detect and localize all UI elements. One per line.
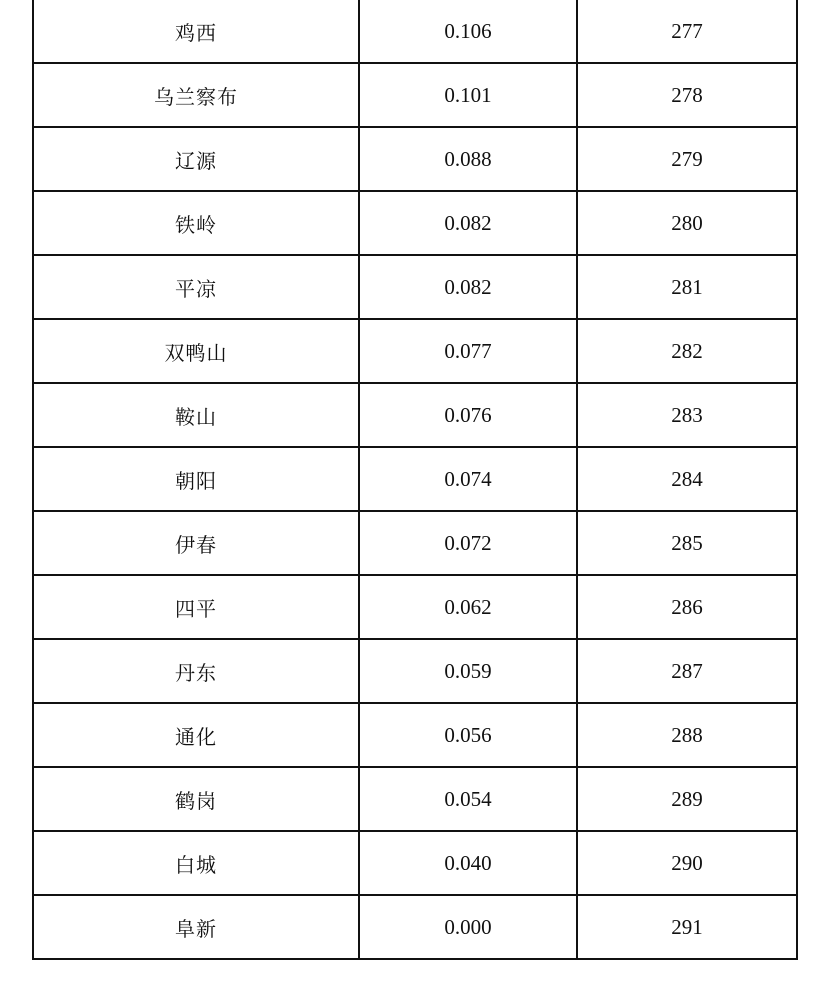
city-cell: 双鸭山 [33,319,359,383]
rank-cell: 286 [577,575,797,639]
table-row [33,575,797,639]
city-cell: 乌兰察布 [33,63,359,127]
rank-cell: 281 [577,255,797,319]
city-cell: 平凉 [33,255,359,319]
rank-cell: 287 [577,639,797,703]
table-row [33,447,797,511]
value-cell: 0.076 [359,383,577,447]
document-page [32,0,796,960]
city-ranking-table [32,0,798,960]
value-cell: 0.056 [359,703,577,767]
rank-cell: 282 [577,319,797,383]
value-cell: 0.059 [359,639,577,703]
rank-cell: 288 [577,703,797,767]
value-cell: 0.072 [359,511,577,575]
city-cell: 鹤岗 [33,767,359,831]
city-cell: 通化 [33,703,359,767]
table-row [33,255,797,319]
rank-cell: 283 [577,383,797,447]
value-cell: 0.088 [359,127,577,191]
rank-cell: 278 [577,63,797,127]
table-row [33,639,797,703]
rank-cell: 277 [577,0,797,63]
city-cell: 鸡西 [33,0,359,63]
city-cell: 辽源 [33,127,359,191]
city-cell: 铁岭 [33,191,359,255]
rank-cell: 290 [577,831,797,895]
table-row [33,191,797,255]
value-cell: 0.074 [359,447,577,511]
rank-cell: 280 [577,191,797,255]
table-row [33,0,797,63]
table-row [33,703,797,767]
value-cell: 0.082 [359,191,577,255]
city-cell: 阜新 [33,895,359,959]
table-row [33,127,797,191]
rank-cell: 284 [577,447,797,511]
city-cell: 丹东 [33,639,359,703]
rank-cell: 285 [577,511,797,575]
rank-cell: 279 [577,127,797,191]
rank-cell: 289 [577,767,797,831]
table-row [33,63,797,127]
table-row [33,319,797,383]
table-row [33,383,797,447]
table-row [33,895,797,959]
value-cell: 0.101 [359,63,577,127]
value-cell: 0.077 [359,319,577,383]
city-cell: 伊春 [33,511,359,575]
city-cell: 朝阳 [33,447,359,511]
table-row [33,511,797,575]
table-row [33,831,797,895]
value-cell: 0.000 [359,895,577,959]
value-cell: 0.040 [359,831,577,895]
rank-cell: 291 [577,895,797,959]
value-cell: 0.106 [359,0,577,63]
table-row [33,767,797,831]
value-cell: 0.054 [359,767,577,831]
city-cell: 鞍山 [33,383,359,447]
city-cell: 白城 [33,831,359,895]
value-cell: 0.082 [359,255,577,319]
value-cell: 0.062 [359,575,577,639]
city-cell: 四平 [33,575,359,639]
